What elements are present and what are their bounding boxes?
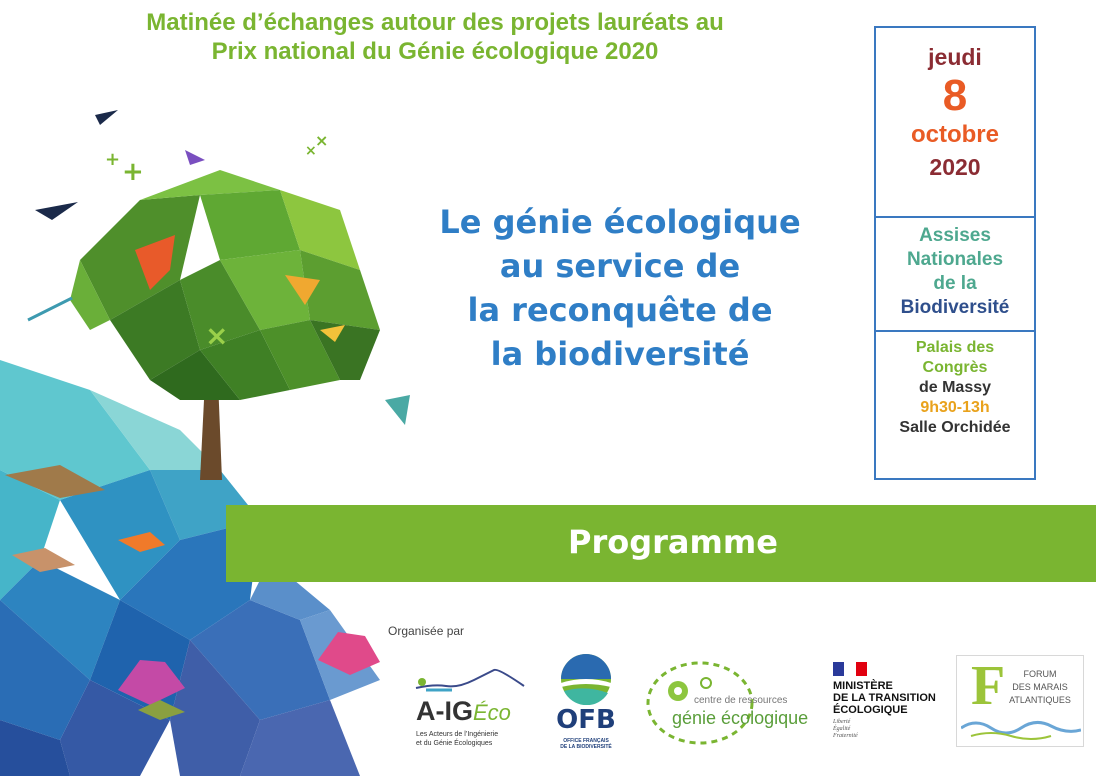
crge-line-2: génie écologique xyxy=(672,708,809,728)
aigeco-name-suffix: Éco xyxy=(473,700,511,725)
title-line-4: la biodiversité xyxy=(490,335,750,373)
swallow-icon xyxy=(95,110,118,125)
ministere-motto xyxy=(833,719,858,740)
venue-section xyxy=(876,332,1034,438)
crge-line-1: centre de ressources xyxy=(694,695,788,706)
ministere-logo xyxy=(833,660,959,756)
programme-label: Programme xyxy=(568,523,778,561)
header-line-1: Matinée d’échanges autour des projets lauréats au xyxy=(146,9,724,36)
venue-line-3: de Massy xyxy=(918,379,992,396)
ofb-subtitle-1: OFFICE FRANÇAIS xyxy=(563,738,609,744)
title-line-2: au service de xyxy=(499,247,741,285)
plus-icon: + xyxy=(105,149,121,170)
event-header xyxy=(40,8,830,66)
forum-marais-logo xyxy=(956,655,1084,747)
ministere-name xyxy=(833,680,936,716)
organisers-label: Organisée par xyxy=(388,624,465,638)
ministere-line-2: DE LA TRANSITION xyxy=(833,692,936,704)
plus-icon: × xyxy=(305,143,317,159)
aigeco-tagline xyxy=(416,730,498,748)
swallow-icon xyxy=(35,202,78,220)
aigeco-landscape-icon xyxy=(414,660,532,696)
crge-logo xyxy=(640,653,820,749)
ministere-motto-3: Fraternité xyxy=(833,733,858,739)
event-name-section xyxy=(876,218,1034,332)
venue-line-2: Congrès xyxy=(922,359,988,376)
forum-letter: F xyxy=(971,655,1006,717)
venue-line-1: Palais des xyxy=(915,339,995,356)
forum-name xyxy=(997,668,1083,707)
hummingbird-icon xyxy=(385,395,410,425)
tree-canopy xyxy=(70,170,380,400)
low-poly-nature-illustration xyxy=(0,90,440,776)
ofb-subtitle-2: DE LA BIODIVERSITÉ xyxy=(560,744,612,750)
header-line-2: Prix national du Génie écologique 2020 xyxy=(211,38,659,65)
ministere-motto-2: Égalité xyxy=(833,726,851,732)
ofb-subtitle xyxy=(546,738,626,750)
title-line-1: Le génie écologique xyxy=(439,203,801,241)
date-month: octobre xyxy=(910,121,999,148)
forum-line-3: ATLANTIQUES xyxy=(1009,695,1071,705)
ofb-logo xyxy=(546,653,626,753)
ministere-motto-1: Liberté xyxy=(833,719,851,725)
event-line-1: Assises xyxy=(919,225,991,246)
aigeco-logo xyxy=(414,660,532,756)
ministere-line-3: ÉCOLOGIQUE xyxy=(833,704,908,716)
event-line-2: Nationales xyxy=(906,249,1004,270)
forum-line-2: DES MARAIS xyxy=(1012,682,1068,692)
hummingbird-icon xyxy=(185,150,205,165)
date-year: 2020 xyxy=(929,154,981,180)
date-day: jeudi xyxy=(928,44,982,70)
plus-icon: × xyxy=(205,319,229,352)
plus-icon: + xyxy=(122,157,144,187)
event-info-box xyxy=(874,26,1036,480)
aigeco-tagline-2: et du Génie Écologiques xyxy=(416,740,493,747)
marianne-flag-icon xyxy=(833,662,867,676)
forum-wave-icon xyxy=(961,714,1081,744)
ofb-emblem-icon xyxy=(554,653,618,705)
ministere-line-1: MINISTÈRE xyxy=(833,680,893,692)
date-day-number: 8 xyxy=(942,71,968,120)
event-line-4: Biodiversité xyxy=(900,297,1010,318)
dragonfly-icon xyxy=(28,298,72,320)
ofb-name: OFB xyxy=(556,705,616,735)
aigeco-tagline-1: Les Acteurs de l’Ingénierie xyxy=(416,731,499,738)
date-section xyxy=(876,28,1034,218)
main-title xyxy=(395,200,845,376)
plus-icon: × xyxy=(315,131,329,150)
venue-room: Salle Orchidée xyxy=(899,419,1011,436)
title-line-3: la reconquête de xyxy=(467,291,773,329)
event-line-3: de la xyxy=(933,273,977,294)
venue-time: 9h30-13h xyxy=(920,399,990,416)
forum-line-1: FORUM xyxy=(1023,669,1057,679)
aigeco-name: A-IGÉco xyxy=(416,696,511,726)
